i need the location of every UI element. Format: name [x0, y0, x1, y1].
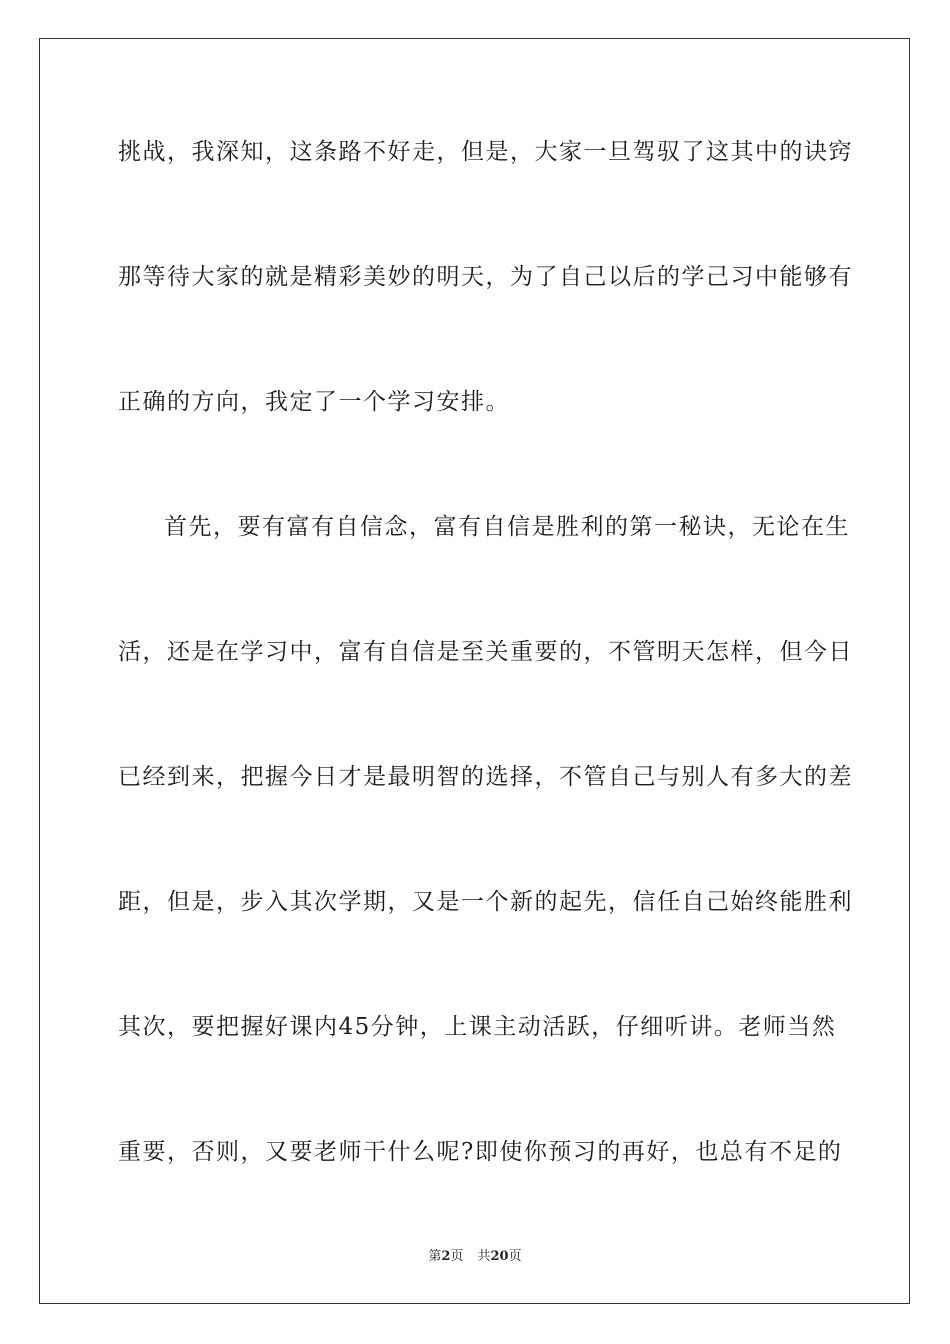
text-line-2: 那等待大家的就是精彩美妙的明天，为了自己以后的学己习中能够有: [118, 264, 853, 290]
page-footer: [0, 1245, 950, 1264]
total-prefix: 共: [477, 1249, 491, 1264]
text-line-8: 其次，要把握好课内45分钟，上课主动活跃，仔细听讲。老师当然: [118, 1014, 837, 1040]
total-page-count: 20: [490, 1249, 509, 1264]
text-line-5: 活，还是在学习中，富有自信是至关重要的，不管明天怎样，但今日: [118, 639, 853, 665]
page-prefix: 第: [428, 1249, 442, 1264]
text-line-3: 正确的方向，我定了一个学习安排。: [118, 389, 510, 415]
text-line-7: 距，但是，步入其次学期，又是一个新的起先，信任自己始终能胜利: [118, 889, 853, 915]
total-unit: 页: [508, 1249, 522, 1264]
text-line-6: 已经到来，把握今日才是最明智的选择，不管自己与别人有多大的差: [118, 764, 853, 790]
current-page-number: 2: [441, 1249, 451, 1264]
text-line-4: 首先，要有富有自信念，富有自信是胜利的第一秘诀，无论在生: [164, 514, 850, 540]
page-unit: 页: [450, 1249, 464, 1264]
text-line-9: 重要，否则，又要老师干什么呢?即使你预习的再好，也总有不足的: [118, 1139, 843, 1165]
document-body: [118, 130, 853, 1255]
text-line-1: 挑战，我深知，这条路不好走，但是，大家一旦驾驭了这其中的诀窍: [118, 139, 853, 165]
